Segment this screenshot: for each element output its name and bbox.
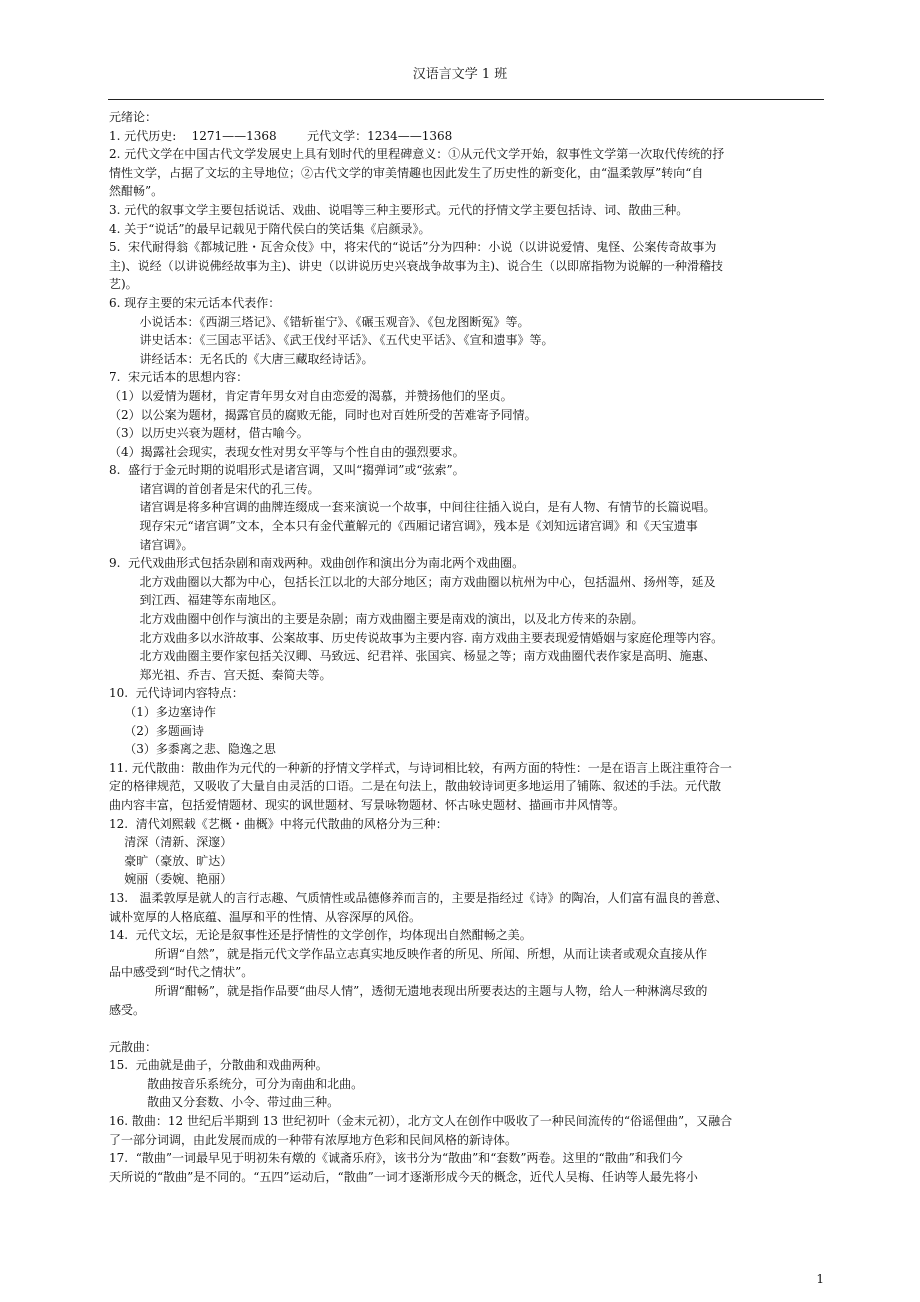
section-spacer (109, 1019, 825, 1038)
text-line: 小说话本：《西湖三塔记》、《错斩崔宁》、《碾玉观音》、《包龙图断冤》等。 (109, 314, 530, 329)
text-line: 17. “散曲”一词最早见于明初朱有燉的《诚斋乐府》，该书分为“散曲”和“套数”两卷。这里的“散曲”和我们今 (109, 1151, 683, 1166)
text-line: 9. 元代戏曲形式包括杂剧和南戏两种。戏曲创作和演出分为南北两个戏曲圈。 (109, 556, 525, 571)
text-line: 元散曲： (109, 1039, 158, 1054)
header-divider (108, 99, 824, 100)
text-line: 7. 宋元话本的思想内容： (109, 370, 249, 385)
text-line: 了一部分词调，由此发展而成的一种带有浓厚地方色彩和民间风格的新诗体。 (109, 1132, 518, 1147)
text-line: 10. 元代诗词内容特点： (109, 686, 244, 701)
text-line: 诸宫调是将多种宫调的曲牌连缀成一套来演说一个故事，中间往往插入说白，是有人物、有情节的长篇说唱。 (109, 500, 716, 515)
text-line: 6. 现存主要的宋元话本代表作： (109, 295, 281, 310)
text-line: 婉丽（委婉、艳丽） (109, 872, 233, 887)
text-line: 1. 元代历史: 1271——1368 元代文学：1234——1368 (109, 128, 453, 143)
document-body (109, 108, 825, 1186)
text-line: 15. 元曲就是曲子，分散曲和戏曲两种。 (109, 1058, 328, 1073)
text-line: 北方戏曲多以水浒故事、公案故事、历史传说故事为主要内容. 南方戏曲主要表现爱情婚姻与家庭伦理等内容。 (109, 630, 724, 645)
text-line: 北方戏曲圈主要作家包括关汉卿、马致远、纪君祥、张国宾、杨显之等；南方戏曲圈代表作家是高明、施惠、 (109, 649, 716, 664)
text-line: 12. 清代刘熙载《艺概・曲概》中将元代散曲的风格分为三种： (109, 816, 448, 831)
text-line: 艺)。 (109, 277, 138, 292)
text-line: （2）多题画诗 (109, 723, 204, 738)
text-line: 品中感受到“时代之情状”。 (109, 965, 254, 980)
text-line: 所谓“自然”，就是指元代文学作品立志真实地反映作者的所见、所闻、所想，从而让读者或观众直接从作 (109, 946, 708, 961)
text-line: 3. 元代的叙事文学主要包括说话、戏曲、说唱等三种主要形式。元代的抒情文学主要包括诗、词、散曲三种。 (109, 202, 689, 217)
page-header-title: 汉语言文学 1 班 (412, 67, 508, 82)
text-line: 定的格律规范，又吸收了大量自由灵活的口语。二是在句法上，散曲较诗词更多地运用了铺陈、叙述的手法。元代散 (109, 779, 722, 794)
text-line: 11. 元代散曲：散曲作为元代的一种新的抒情文学样式，与诗词相比较，有两方面的特性：一是在语言上既注重符合一 (109, 760, 732, 775)
text-line: （1）多边塞诗作 (109, 705, 216, 719)
text-line: 16. 散曲：12 世纪后半期到 13 世纪初叶（金末元初），北方文人在创作中吸收了一种民间流传的“俗谣俚曲”，又融合 (109, 1114, 733, 1129)
text-line: 14. 元代文坛，无论是叙事性还是抒情性的文学创作，均体现出自然酣畅之美。 (109, 928, 532, 943)
text-line: 诚朴宽厚的人格底蕴、温厚和平的性情、从容深厚的风俗。 (109, 909, 422, 924)
text-line: 诸宫调》。 (109, 537, 194, 552)
text-line: 元绪论： (109, 110, 158, 124)
text-line: 8. 盛行于金元时期的说唱形式是诸宫调，又叫“搊弹词”或“弦索”。 (109, 463, 465, 478)
text-line: 情性文学，占据了文坛的主导地位；②古代文学的审美情趣也因此发生了历史性的新变化，由“温柔敦厚”转向“自 (109, 165, 704, 180)
text-line: 感受。 (109, 1002, 146, 1017)
text-line: （3）多黍离之悲、隐逸之思 (109, 742, 276, 757)
text-line: 豪旷（豪放、旷达） (109, 853, 233, 868)
text-line: 北方戏曲圈以大都为中心，包括长江以北的大部分地区；南方戏曲圈以杭州为中心，包括温州、扬州等，延及 (109, 574, 716, 589)
text-line: 讲经话本：无名氏的《大唐三藏取经诗话》。 (109, 351, 374, 366)
text-line: 4. 关于“说话”的最早记载见于隋代侯白的笑话集《启颜录》。 (109, 221, 431, 236)
text-line: 现存宋元“诸宫调”文本，全本只有金代董解元的《西厢记诸宫调》，残本是《刘知远诸宫调》和《天宝遗事 (109, 519, 698, 534)
text-line: 散曲按音乐系统分，可分为南曲和北曲。 (109, 1076, 364, 1091)
text-line: 主)、说经（以讲说佛经故事为主)、讲史（以讲说历史兴衰战争故事为主)、说合生（以即席指物为说解的一种滑稽技 (109, 258, 724, 273)
text-line: 散曲又分套数、小令、带过曲三种。 (109, 1095, 340, 1110)
text-line: （4）揭露社会现实，表现女性对男女平等与个性自由的强烈要求。 (109, 444, 465, 459)
text-line: 清深（清新、深邃） (109, 835, 233, 850)
text-line: 13. 温柔敦厚是就人的言行志趣、气质情性或品德修养而言的，主要是指经过《诗》的陶冶，人们富有温良的善意、 (109, 890, 728, 905)
text-line: （1）以爱情为题材，肯定青年男女对自由恋爱的渴慕，并赞扬他们的坚贞。 (109, 388, 513, 403)
text-line: （3）以历史兴衰为题材，借古喻今。 (109, 426, 309, 441)
text-line: 天所说的“散曲”是不同的。“五四”运动后，“散曲”一词才逐渐形成今天的概念，近代人吴梅、任讷等人最先将小 (109, 1169, 698, 1184)
text-line: （2）以公案为题材，揭露官员的腐败无能，同时也对百姓所受的苦难寄予同情。 (109, 407, 537, 422)
text-line: 然酣畅”。 (109, 184, 164, 199)
text-line: 所谓“酣畅”，就是指作品要“曲尽人情”，透彻无遗地表现出所要表达的主题与人物，给人一种淋漓尽致的 (109, 983, 708, 998)
text-line: 曲内容丰富，包括爱情题材、现实的讽世题材、写景咏物题材、怀古咏史题材、描画市井风情等。 (109, 797, 626, 812)
text-line: 诸宫调的首创者是宋代的孔三传。 (109, 481, 320, 496)
text-line: 郑光祖、乔吉、宫天挺、秦简夫等。 (109, 667, 332, 682)
text-line: 5. 宋代耐得翁《都城记胜・瓦舍众伎》中，将宋代的“说话”分为四种：小说（以讲说爱情、鬼怪、公案传奇故事为 (109, 240, 717, 255)
page-number: 1 (816, 1272, 824, 1286)
text-line: 2. 元代文学在中国古代文学发展史上具有划时代的里程碑意义：①从元代文学开始，叙事性文学第一次取代传统的抒 (109, 147, 725, 162)
text-line: 到江西、福建等东南地区。 (109, 593, 284, 608)
text-line: 讲史话本：《三国志平话》、《武王伐纣平话》、《五代史平话》、《宣和遗事》等。 (109, 333, 554, 348)
text-line: 北方戏曲圈中创作与演出的主要是杂剧；南方戏曲圈主要是南戏的演出，以及北方传来的杂剧。 (109, 612, 644, 627)
